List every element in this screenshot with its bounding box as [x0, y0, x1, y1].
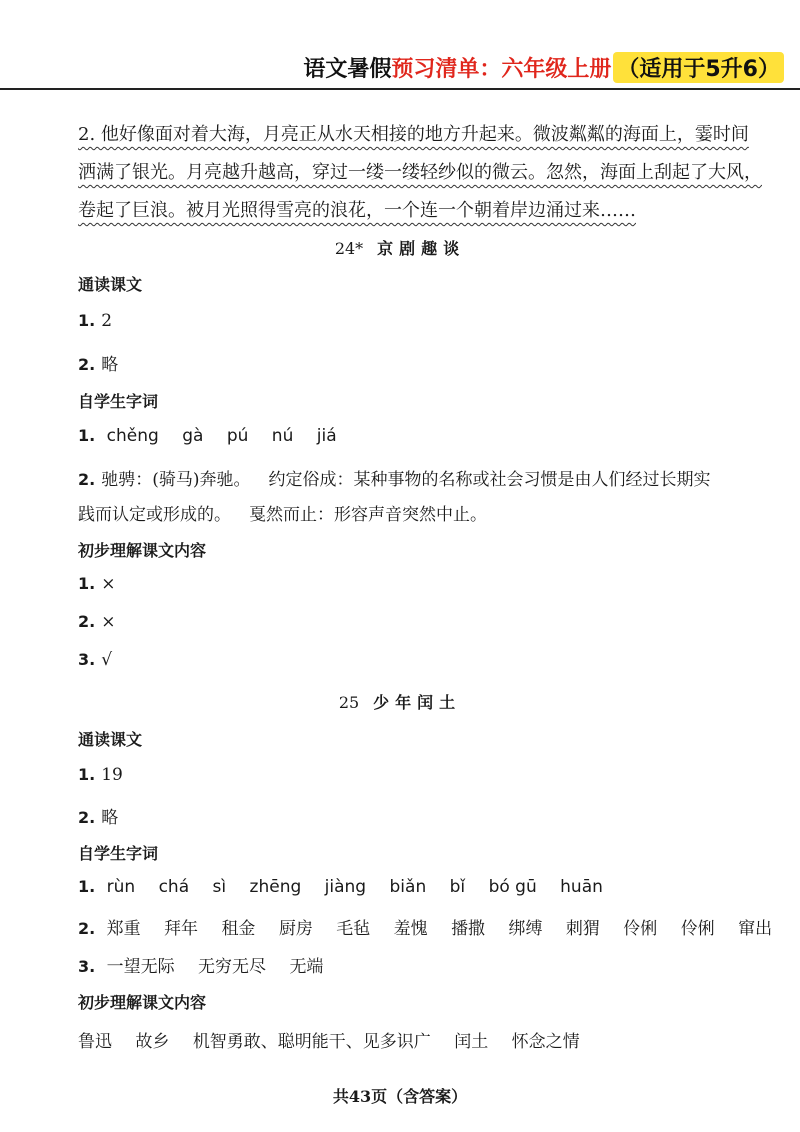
words-row: 2. 郑重 拜年 租金 厨房 毛毡 羞愧 播撒 绑缚 刺猬 伶俐 伶俐 窜出	[78, 919, 773, 939]
list-item: 2. 略	[78, 808, 119, 828]
list-item: 1. ×	[78, 574, 116, 594]
lesson-name: 少年闰土	[373, 693, 462, 712]
lesson-number: 25	[338, 693, 360, 712]
list-item: 1. 19	[78, 765, 123, 785]
lesson-number: 24*	[334, 239, 364, 258]
passage-line-1: 2. 他好像面对着大海，月亮正从水天相接的地方升起来。微波粼粼的海面上，霎时间	[78, 124, 749, 145]
list-item: 2. 略	[78, 355, 119, 375]
header-title-red: 预习清单：六年级上册	[391, 57, 612, 82]
section-heading-words: 自学生字词	[78, 844, 159, 863]
pinyin-row: 1. chěng gà pú nú jiá	[78, 426, 337, 446]
list-item: 2. ×	[78, 612, 116, 632]
passage-line-3: 卷起了巨浪。被月光照得雪亮的浪花，一个连一个朝着岸边涌过来……	[78, 200, 636, 221]
header-title-black: 语文暑假	[303, 57, 392, 82]
page-footer: 共43页（含答案）	[332, 1087, 468, 1106]
definition-line: 践而认定或形成的。 戛然而止：形容声音突然中止。	[78, 505, 487, 525]
pinyin-row: 1. rùn chá sì zhēng jiàng biǎn bǐ bó gū huān	[78, 877, 603, 897]
definition-line: 2. 驰骋：(骑马)奔驰。 约定俗成：某种事物的名称或社会习惯是由人们经过长期实	[78, 470, 711, 490]
passage-line-2: 洒满了银光。月亮越升越高，穿过一缕一缕轻纱似的微云。忽然，海面上刮起了大风，	[78, 162, 762, 183]
lesson-name: 京剧趣谈	[377, 239, 466, 258]
header-divider	[0, 88, 800, 90]
idioms-row: 3. 一望无际 无穷无尽 无端	[78, 957, 324, 977]
lesson-25-title	[0, 690, 800, 713]
section-heading-read: 通读课文	[78, 730, 143, 749]
section-heading-understand: 初步理解课文内容	[78, 993, 207, 1012]
section-heading-read: 通读课文	[78, 275, 143, 294]
lesson-24-title	[0, 236, 800, 259]
page-header	[303, 52, 784, 83]
list-item: 1. 2	[78, 311, 113, 331]
section-heading-words: 自学生字词	[78, 392, 159, 411]
section-heading-understand: 初步理解课文内容	[78, 541, 207, 560]
answers-row: 鲁迅 故乡 机智勇敢、聪明能干、见多识广 闰土 怀念之情	[78, 1032, 580, 1052]
list-item: 3. √	[78, 650, 113, 670]
header-grade-badge: （适用于5升6）	[613, 52, 784, 83]
